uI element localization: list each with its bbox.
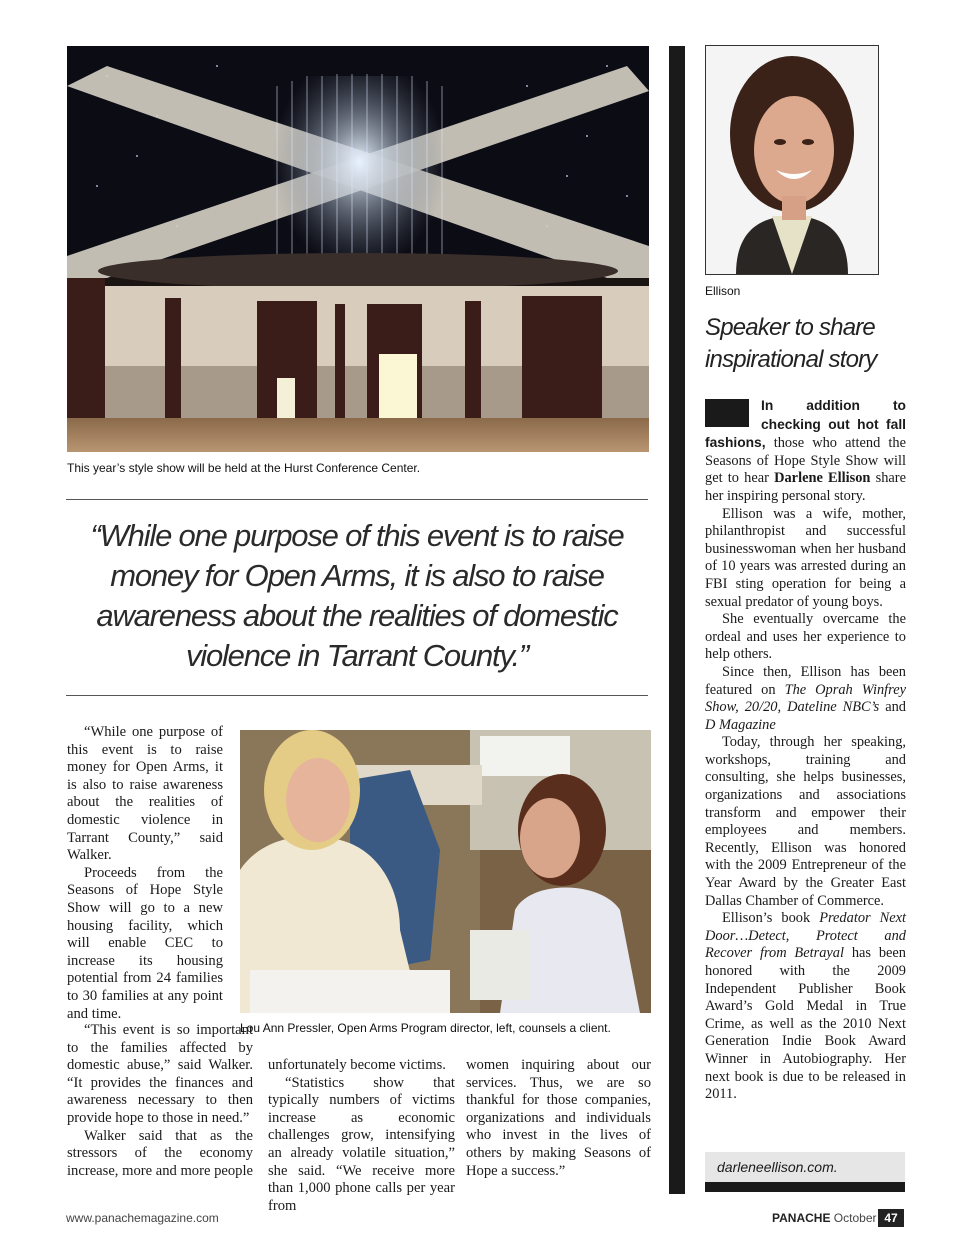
website-underbar <box>705 1182 905 1192</box>
counsel-photo <box>240 730 651 1013</box>
paragraph: “Statistics show that typically numbers of victims increase as economic challenges grow, intensifying an already volatile situation,” she said. “We receive more than 1,000 phone calls per year from <box>268 1074 455 1214</box>
sidebar-headline: Speaker to share inspirational story <box>705 314 877 373</box>
paragraph: women inquiring about our services. Thus, we are so thankful for those companies, organizations and individuals who invest in the lives of others by making Seasons of Hope a success.” <box>466 1057 651 1179</box>
pullquote-bottom-rule <box>66 695 648 696</box>
pullquote-top-rule <box>66 499 648 500</box>
paragraph: Proceeds from the Seasons of Hope Style Show will go to a new housing facility, which will enable CEC to increase its housing potential from 24 families to 30 families at any point and time. <box>67 864 223 1022</box>
sidebar-body <box>705 397 906 1104</box>
sidebar-text: Ellison’s book <box>722 910 811 927</box>
counsel-photo-caption: Lou Ann Pressler, Open Arms Program director, left, counsels a client. <box>240 1021 611 1035</box>
pull-quote: “While one purpose of this event is to raise money for Open Arms, it is also to raise awareness about the realities of domestic violence in Tarrant County.” <box>90 518 624 673</box>
article-column-1-lower <box>67 1022 253 1180</box>
drop-cap-box <box>705 399 749 427</box>
paragraph: “While one purpose of this event is to raise money for Open Arms, it is also to raise awareness about the realities of domestic violence in Tarrant County,” said Walker. <box>67 724 223 864</box>
book-title: Predator Next Door…Detect, Protect and Recover from Betrayal <box>705 910 906 962</box>
paragraph: Ellison was a wife, mother, philanthropist and successful businesswoman when her husband of 10 years was arrested during an FBI sting operation for being a sexual predator of young boys. <box>705 505 906 610</box>
sidebar-divider-bar <box>669 46 685 1194</box>
paragraph: Walker said that as the stressors of the economy increase, more and more people <box>67 1127 253 1179</box>
issue-month: October <box>833 1211 877 1225</box>
paragraph: unfortunately become victims. <box>268 1057 446 1073</box>
footer-url[interactable]: www.panachemagazine.com <box>66 1211 219 1225</box>
paragraph <box>705 664 906 734</box>
paragraph: Today, through her speaking, workshops, training and consulting, she helps businesses, organizations and associations transform and empower their employees and members. Recently, Ellison was honored with the 2009 Entrepreneur of the Year Award by the Greater East Dallas Chamber of Commerce. <box>705 734 906 909</box>
website-box[interactable] <box>705 1152 905 1182</box>
hall-photo-caption: This year’s style show will be held at the Hurst Conference Center. <box>67 461 421 475</box>
article-column-2 <box>268 1057 455 1215</box>
sidebar-text: share her inspiring personal story. <box>705 470 906 504</box>
article-column-3 <box>466 1057 651 1180</box>
sidebar-text: has been honored with the 2009 Independent Publisher Book Award’s Gold Medal in True Crime, as well as the 2010 Next Generation Indie Book Award Winner in Autobiography. Her next book is due to be released in 2011. <box>705 945 906 1103</box>
paragraph <box>705 910 906 1104</box>
hall-photo <box>67 46 649 452</box>
sidebar-lead: In addition to checking out hot fall fashions, <box>705 398 906 451</box>
ellison-portrait <box>705 45 879 275</box>
sidebar-text: Since then, Ellison has been featured on <box>705 663 906 698</box>
paragraph: “This event is so important to the families affected by domestic abuse,” said Walker. “It provides the finances and awareness necessary to then provide hope to those in need.” <box>67 1022 253 1126</box>
magazine-title: D Magazine <box>705 716 776 733</box>
sidebar-text: those who attend the Seasons of Hope Style Show will get to hear <box>705 435 906 487</box>
magazine-name: PANACHE <box>772 1211 831 1225</box>
speaker-name: Darlene Ellison <box>774 470 871 487</box>
website-link[interactable]: darleneellison.com. <box>717 1159 838 1175</box>
footer-magazine <box>772 1211 876 1225</box>
article-column-1 <box>67 724 223 1023</box>
show-titles: The Oprah Winfrey Show, 20/20, Dateline NBC’s <box>705 681 906 716</box>
page-number: 47 <box>878 1209 904 1227</box>
sidebar-text: and <box>885 699 906 716</box>
paragraph: She eventually overcame the ordeal and uses her experience to help others. <box>705 611 906 663</box>
ellison-portrait-caption: Ellison <box>705 284 741 298</box>
